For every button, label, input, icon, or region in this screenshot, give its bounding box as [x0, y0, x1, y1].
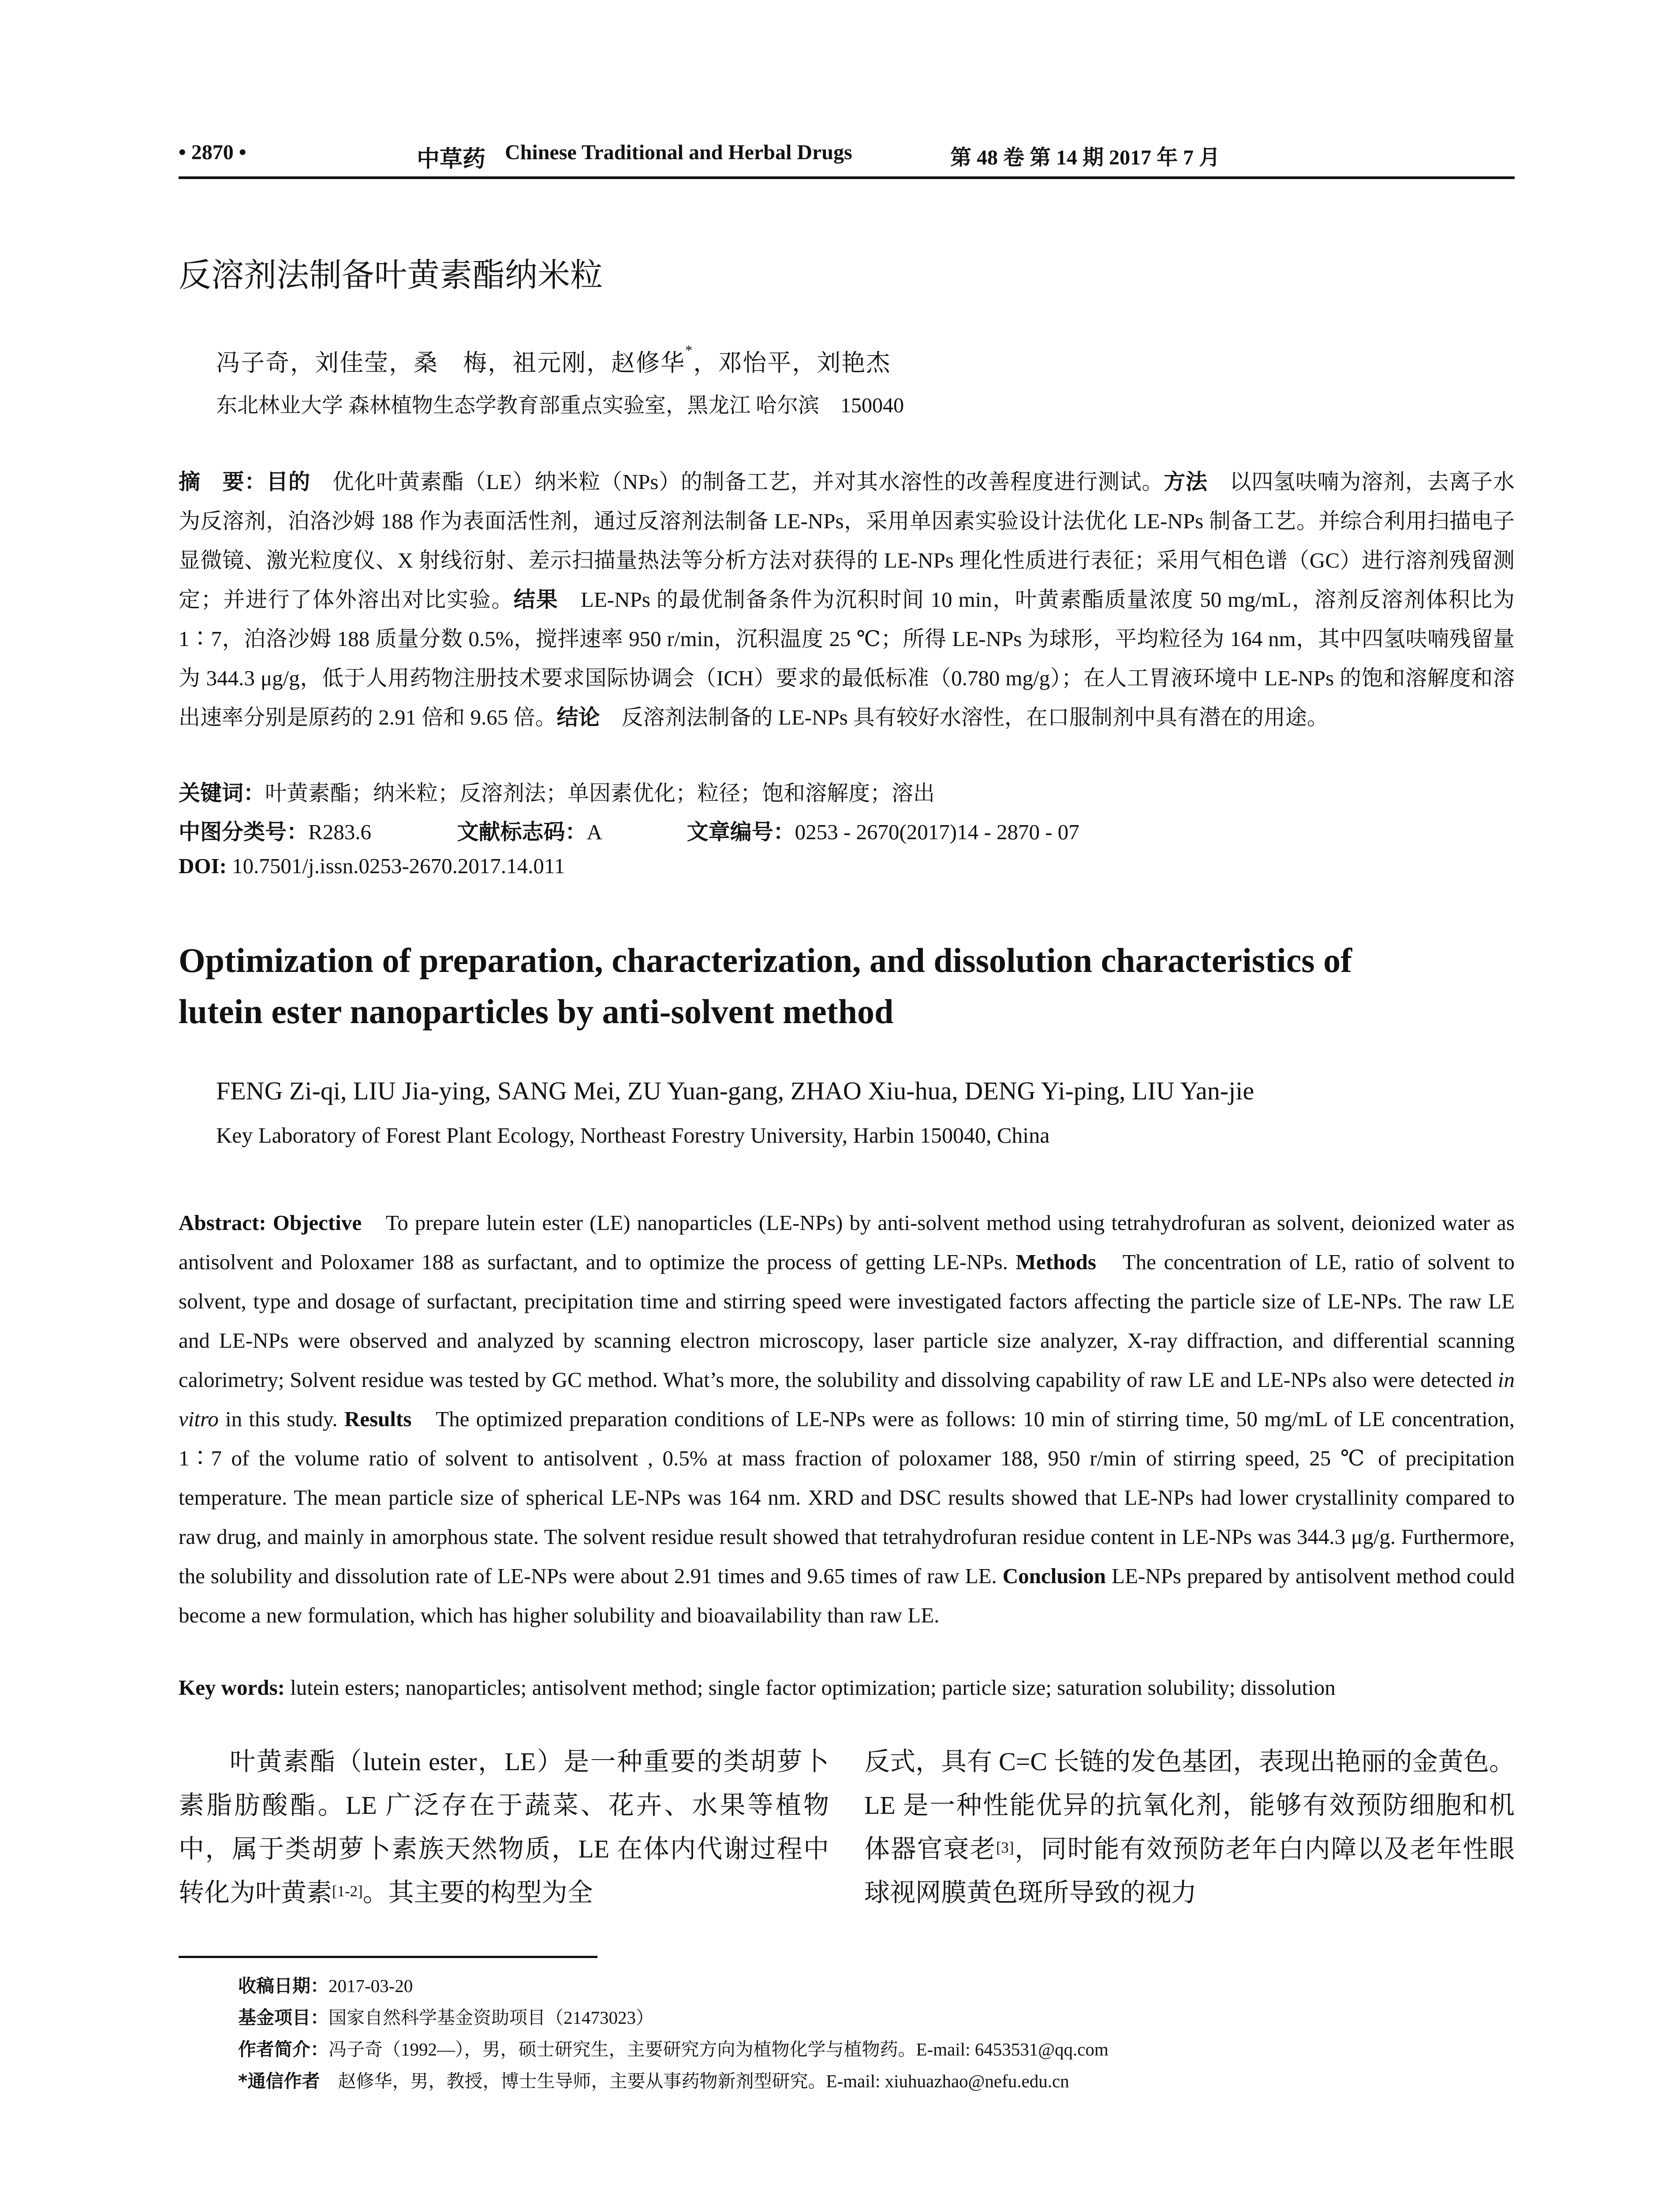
author-bio: 冯子奇（1992—），男，硕士研究生，主要研究方向为植物化学与植物药。E-mail: 6453531@qq.com: [329, 2039, 1109, 2059]
received-date: 2017-03-20: [329, 1976, 413, 1996]
abstract-cn: [179, 462, 1515, 737]
conclusion-label-cn: 结论: [556, 705, 600, 730]
citation-3[interactable]: [3]: [996, 1839, 1014, 1856]
keywords-cn-label: 关键词：: [179, 781, 265, 806]
corresponding-label: *通信作者: [238, 2070, 320, 2092]
journal-name-en: Chinese Traditional and Herbal Drugs: [505, 141, 852, 164]
fund-value: 国家自然科学基金资助项目（21473023）: [329, 2007, 654, 2028]
classification-line: [179, 815, 1079, 846]
body-column-left: [179, 1740, 829, 1914]
body-right-tail: ，同时能有效预防老年白内障以及老年性眼球视网膜黄色斑所导致的视力: [864, 1835, 1515, 1907]
doi-value[interactable]: 10.7501/j.issn.0253-2670.2017.14.011: [226, 854, 565, 878]
abstract-en-label: Abstract: Objective: [179, 1211, 362, 1235]
author-bio-label: 作者简介：: [238, 2039, 329, 2060]
footnote-fund: [238, 2003, 654, 2029]
title-cn: 反溶剂法制备叶黄素酯纳米粒: [179, 256, 603, 294]
article-number-label: 文章编号：: [687, 819, 795, 845]
results-label-en: Results: [344, 1407, 412, 1431]
methods-en-tail: in this study.: [218, 1407, 338, 1431]
fund-label: 基金项目：: [238, 2007, 329, 2028]
methods-en: The concentration of LE, ratio of solvent to solvent, type and dosage of surfactant, precipitation time and stirring speed were investigated factors affecting the particle size of LE-NPs. The raw LE and LE-NPs were observed and analyzed by scanning electron microscopy, laser particle size analyzer, X-ray diffraction, and differential scanning calorimetry; Solvent residue was tested by GC method. What’s more, the solubility and dissolving capability of raw LE and LE-NPs also were detected: [179, 1250, 1515, 1392]
body-left-text: 叶黄素酯（lutein ester，LE）是一种重要的类胡萝卜素脂肪酸酯。LE 广泛存在于蔬菜、花卉、水果等植物中，属于类胡萝卜素族天然物质，LE 在体内代谢过程中转化为叶黄素: [179, 1747, 829, 1907]
header-rule: [179, 176, 1515, 179]
methods-cn: 以四氢呋喃为溶剂，去离子水为反溶剂，泊洛沙姆 188 作为表面活性剂，通过反溶剂法制备 LE-NPs，采用单因素实验设计法优化 LE-NPs 制备工艺。并综合利用扫描电子显微镜、激光粒度仪、X 射线衍射、差示扫描量热法等分析方法对获得的 LE-NPs 理化性质进行表征；采用气相色谱（GC）进行溶剂残留测定；并进行了体外溶出对比实验。: [179, 470, 1515, 612]
results-cn: LE-NPs 的最优制备条件为沉积时间 10 min，叶黄素酯质量浓度 50 mg/mL，溶剂反溶剂体积比为 1∶7，泊洛沙姆 188 质量分数 0.5%，搅拌速率 950 r/min，沉积温度 25 ℃；所得 LE-NPs 为球形，平均粒径为 164 nm，其中四氢呋喃残留量为 344.3 μg/g，低于人用药物注册技术要求国际协调会（ICH）要求的最低标准（0.780 mg/g）；在人工胃液环境中 LE-NPs 的饱和溶解度和溶出速率分别是原药的 2.91 倍和 9.65 倍。: [179, 587, 1515, 729]
results-en: The optimized preparation conditions of LE-NPs were as follows: 10 min of stirring time, 50 mg/mL of LE concentration, 1∶7 of the volume ratio of solvent to antisolvent , 0.5% at mass fraction of poloxamer 188, 950 r/min of stirring speed, 25 ℃ of precipitation temperature. The mean particle size of spherical LE-NPs was 164 nm. XRD and DSC results showed that LE-NPs had lower crystallinity compared to raw drug, and mainly in amorphous state. The solvent residue result showed that tetrahydrofuran residue content in LE-NPs was 344.3 μg/g. Furthermore, the solubility and dissolution rate of LE-NPs were about 2.91 times and 9.65 times of raw LE.: [179, 1407, 1515, 1588]
clc-value: R283.6: [308, 820, 371, 844]
authors-en: FENG Zi-qi, LIU Jia-ying, SANG Mei, ZU Yuan-gang, ZHAO Xiu-hua, DENG Yi-ping, LIU Yan-jie: [216, 1076, 1254, 1105]
doi-label: DOI:: [179, 854, 227, 878]
affiliation-en: Key Laboratory of Forest Plant Ecology, Northeast Forestry University, Harbin 150040, China: [216, 1123, 1050, 1147]
title-en: [179, 935, 1515, 1037]
doc-code-label: 文献标志码：: [457, 819, 587, 845]
abstract-cn-label: 摘 要：: [179, 469, 267, 494]
title-en-line-2: lutein ester nanoparticles by anti-solvent method: [179, 992, 894, 1031]
objective-en: To prepare lutein ester (LE) nanoparticles (LE-NPs) by anti-solvent method using tetrahydrofuran as solvent, deionized water as antisolvent and Poloxamer 188 as surfactant, and to optimize the process of getting LE-NPs.: [179, 1211, 1515, 1274]
objective-label-cn: 目的: [266, 469, 310, 494]
affiliation-cn: 东北林业大学 森林植物生态学教育部重点实验室，黑龙江 哈尔滨 150040: [216, 394, 904, 417]
footnote-author: [238, 2035, 1109, 2061]
keywords-cn: [179, 776, 935, 807]
keywords-en-label: Key words:: [179, 1675, 285, 1700]
citation-1-2[interactable]: [1-2]: [332, 1882, 363, 1900]
keywords-cn-value: 叶黄素酯；纳米粒；反溶剂法；单因素优化；粒径；饱和溶解度；溶出: [265, 781, 935, 805]
corresponding-info: 赵修华，男，教授，博士生导师，主要从事药物新剂型研究。E-mail: xiuhuazhao@nefu.edu.cn: [320, 2071, 1069, 2091]
corresponding-mark: *: [685, 342, 694, 359]
methods-label-cn: 方法: [1164, 469, 1208, 494]
keywords-en-value: lutein esters; nanoparticles; antisolvent method; single factor optimization; particle size; saturation solubility; dissolution: [284, 1675, 1336, 1700]
results-label-cn: 结果: [513, 587, 559, 612]
clc-label: 中图分类号：: [179, 819, 309, 845]
page-number: • 2870 •: [179, 141, 246, 164]
body-right-text: 反式，具有 C=C 长链的发色基团，表现出艳丽的金黄色。LE 是一种性能优异的抗氧化剂，能够有效预防细胞和机体器官衰老: [864, 1747, 1515, 1863]
journal-issue: 第 48 卷 第 14 期 2017 年 7 月: [950, 146, 1221, 169]
conclusion-cn: 反溶剂法制备的 LE-NPs 具有较好水溶性，在口服制剂中具有潜在的用途。: [600, 705, 1329, 729]
body-left-tail: 。其主要的构型为全: [362, 1878, 593, 1907]
objective-cn: 优化叶黄素酯（LE）纳米粒（NPs）的制备工艺，并对其水溶性的改善程度进行测试。: [310, 470, 1164, 494]
conclusion-label-en: Conclusion: [1002, 1564, 1106, 1588]
running-header: [179, 140, 1515, 176]
footnote-received: [238, 1971, 413, 1997]
doc-code-value: A: [586, 820, 601, 844]
title-en-line-1: Optimization of preparation, characterization, and dissolution characteristics of: [179, 941, 1352, 979]
footnote-corresponding: [238, 2067, 1069, 2093]
body-column-right: [864, 1740, 1515, 1914]
doi-line: [179, 853, 565, 878]
received-label: 收稿日期：: [238, 1975, 329, 1996]
in-vitro-term: in vitro: [179, 1368, 1515, 1431]
authors-cn-main: 冯子奇，刘佳莹，桑 梅，祖元刚，赵修华: [216, 350, 685, 376]
authors-cn: [216, 344, 891, 378]
abstract-en: [179, 1203, 1515, 1635]
journal-name-cn: 中草药: [417, 147, 486, 172]
footnote-rule: [179, 1956, 597, 1958]
authors-cn-rest: ，邓怡平，刘艳杰: [693, 350, 891, 376]
methods-label-en: Methods: [1015, 1250, 1096, 1274]
keywords-en: [179, 1675, 1515, 1700]
article-number-value: 0253 - 2670(2017)14 - 2870 - 07: [795, 820, 1079, 844]
conclusion-en: LE-NPs prepared by antisolvent method could become a new formulation, which has higher solubility and bioavailability than raw LE.: [179, 1564, 1515, 1627]
